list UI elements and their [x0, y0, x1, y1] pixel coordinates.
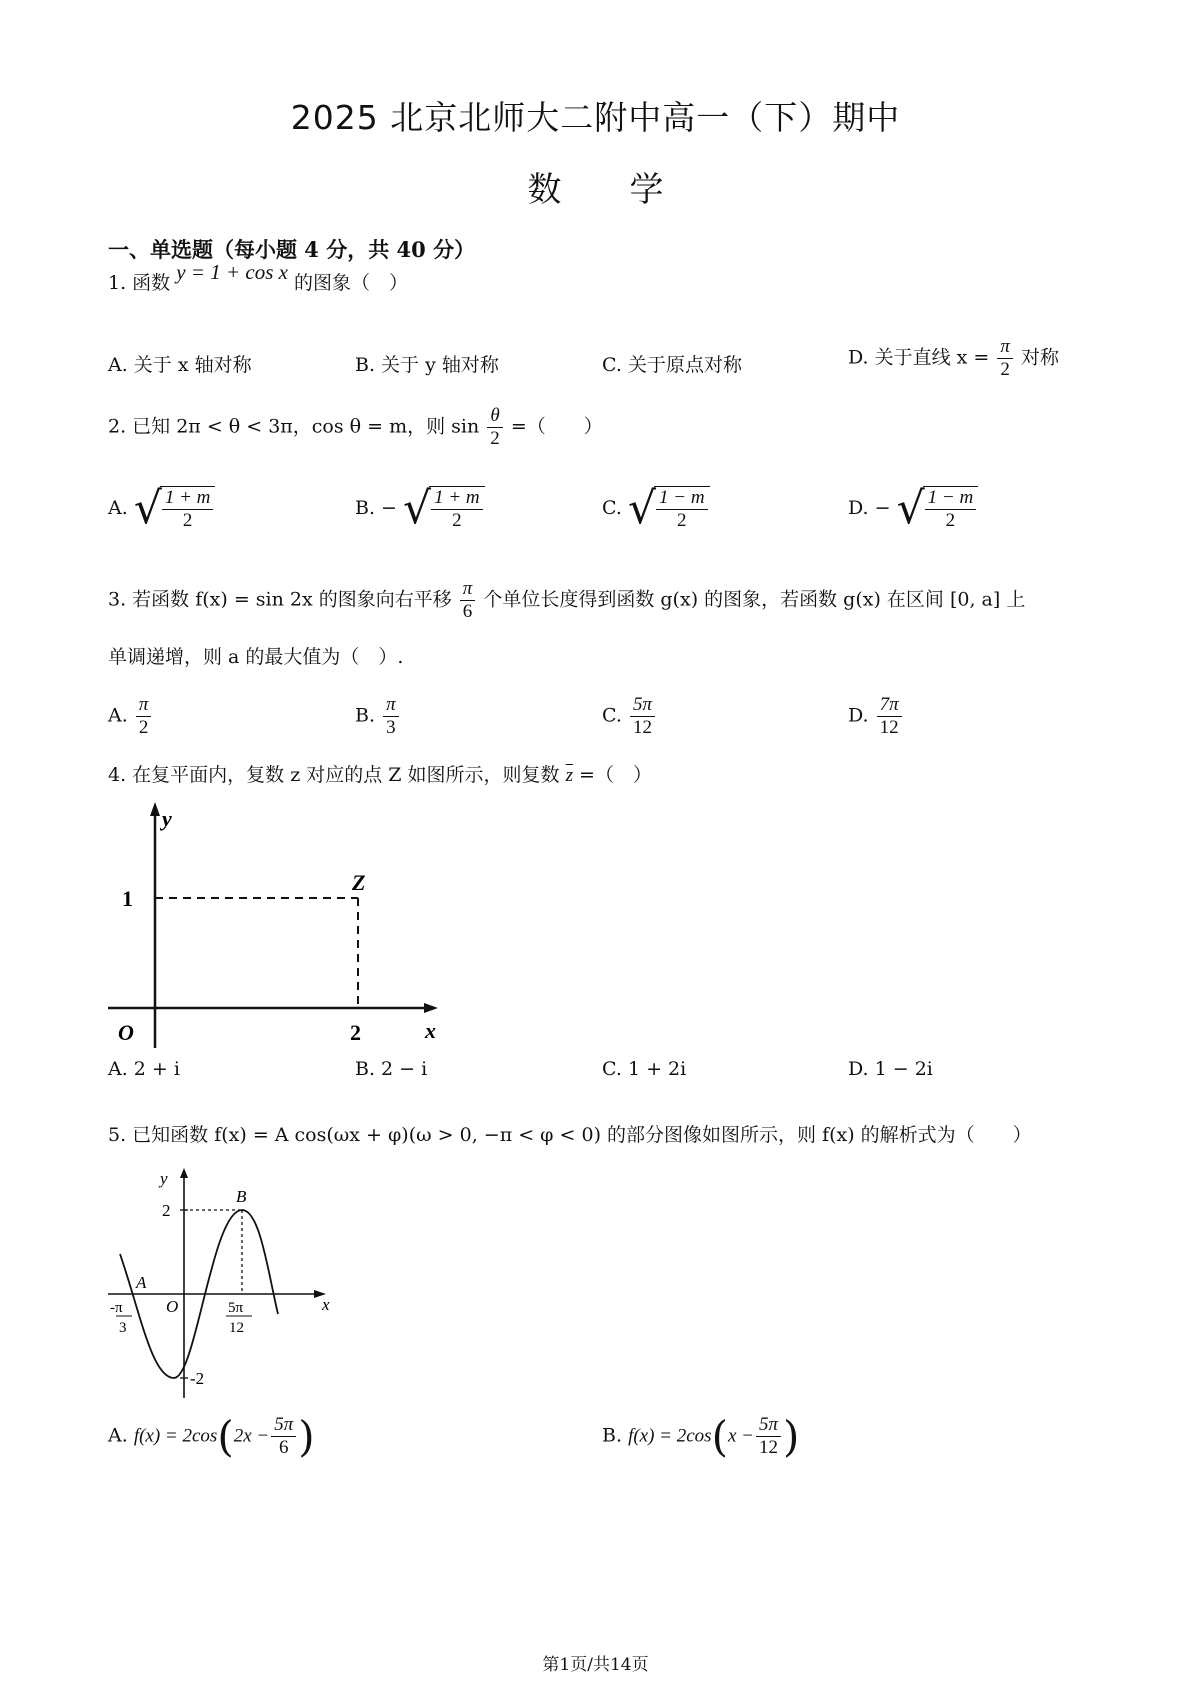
- question-4: [108, 760, 652, 787]
- q5-b-pre: f(x) = 2cos: [628, 1425, 712, 1447]
- section-heading: 一、单选题（每小题 4 分，共 40 分）: [108, 237, 476, 262]
- question-3-line-1: [108, 578, 1025, 623]
- q3-frac: [460, 578, 476, 623]
- q4-suffix: =（ ）: [579, 764, 652, 786]
- q4-tick-2: 2: [350, 1020, 361, 1045]
- question-2: [108, 405, 603, 450]
- q5-a-pre: f(x) = 2cos: [133, 1425, 218, 1447]
- q3-line1-a: 3. 若函数 f(x) = sin 2x 的图象向右平移: [108, 588, 452, 611]
- q4-tick-1: 1: [122, 886, 133, 911]
- q4-complex-plane-figure: [100, 800, 450, 1060]
- q1-option-c[interactable]: C. 关于原点对称: [602, 354, 742, 376]
- q2-d-den: 2: [945, 509, 956, 531]
- q4-option-a[interactable]: A. 2 + i: [108, 1058, 180, 1080]
- q4-option-b[interactable]: B. 2 − i: [355, 1058, 428, 1080]
- q5-point-a-label: A: [136, 1273, 147, 1292]
- q5-b-label: B.: [602, 1424, 623, 1447]
- q2-option-c[interactable]: [602, 482, 710, 534]
- q2-option-b[interactable]: [355, 482, 485, 534]
- q2-option-a[interactable]: [108, 482, 215, 534]
- q1-suffix: 的图象（ ）: [294, 272, 409, 294]
- q5-b-frac: [756, 1414, 781, 1459]
- q3-c-label: C.: [602, 704, 622, 727]
- q3-c-frac: [630, 694, 655, 739]
- q1-formula: y = 1 + cos x: [176, 260, 288, 284]
- q4-zbar: $\overline{z}$: [565, 765, 573, 786]
- subject-title: [0, 162, 1191, 211]
- q5-cosine-graph-figure: [100, 1162, 340, 1402]
- q5-option-b[interactable]: B. f(x) = 2cos(x − $\frac{5\pi}{12}$ ): [602, 1412, 800, 1461]
- q3-c-num: 5π: [630, 694, 655, 717]
- q5-y-label: y: [160, 1169, 168, 1188]
- q5-label-neg2: -2: [190, 1369, 205, 1388]
- q3-line1-b: 个单位长度得到函数 g(x) 的图象，若函数 g(x) 在区间 [0, a] 上: [483, 588, 1026, 611]
- q3-d-frac: [877, 694, 902, 739]
- q5-origin-label: O: [166, 1297, 179, 1316]
- q2-suffix: =（ ）: [510, 415, 603, 438]
- question-3-line-2: 单调递增，则 a 的最大值为（ ）.: [108, 646, 404, 668]
- q5-x-label: x: [322, 1295, 330, 1314]
- q2-a-sqrt: √ $\frac{1 + m}{2}$: [134, 486, 216, 532]
- q3-d-den: 12: [879, 716, 899, 738]
- q3-b-frac: [383, 694, 399, 739]
- q3-frac-num: π: [460, 578, 476, 601]
- q5-option-a[interactable]: A. f(x) = 2cos(2x − $\frac{5\pi}{6}$ ): [108, 1412, 315, 1461]
- q5-a-label: A.: [108, 1424, 128, 1447]
- q5-b-den: 12: [759, 1437, 778, 1458]
- q1-d-post: 对称: [1020, 346, 1059, 369]
- q5-label-2: 2: [162, 1201, 171, 1220]
- q4-text: 4. 在复平面内，复数 z 对应的点 Z 如图所示，则复数: [108, 764, 560, 786]
- q2-a-num: 1 + m: [162, 487, 214, 510]
- q2-frac: [487, 405, 503, 450]
- q2-prefix: 2. 已知 2π < θ < 3π，cos θ = m，则 sin: [108, 415, 480, 438]
- q4-y-arrow: [150, 802, 160, 816]
- q5-a-num: 5π: [271, 1414, 296, 1437]
- q2-frac-den: 2: [490, 427, 500, 449]
- q1-d-pre: D. 关于直线 x =: [848, 346, 990, 369]
- q5-twelve-label: 12: [229, 1320, 244, 1336]
- q4-x-label: x: [425, 1018, 436, 1043]
- subject-char-2: 学: [629, 170, 664, 210]
- q4-x-arrow: [424, 1003, 438, 1013]
- q5-a-in: 2x −: [233, 1425, 270, 1447]
- q1-prefix: 1. 函数: [108, 272, 171, 294]
- q2-a-den: 2: [182, 509, 193, 531]
- q3-option-c[interactable]: [602, 694, 657, 739]
- q3-b-den: 3: [386, 716, 396, 738]
- q3-b-label: B.: [355, 704, 376, 727]
- q4-origin-label: O: [118, 1020, 134, 1045]
- q3-d-label: D.: [848, 704, 869, 727]
- q2-d-label: D. −: [848, 496, 891, 519]
- q2-c-sqrt: √ $\frac{1 - m}{2}$: [628, 486, 710, 532]
- q5-three-label: 3: [119, 1320, 127, 1336]
- q4-option-c[interactable]: C. 1 + 2i: [602, 1058, 687, 1080]
- q2-frac-num: θ: [487, 405, 503, 428]
- q1-option-b[interactable]: B. 关于 y 轴对称: [355, 354, 499, 376]
- q4-option-d[interactable]: D. 1 − 2i: [848, 1058, 933, 1080]
- q5-point-b-label: B: [236, 1187, 247, 1206]
- q5-y-arrow: [180, 1168, 188, 1178]
- q4-point-z-label: Z: [352, 870, 366, 895]
- q2-b-sqrt: √ $\frac{1 + m}{2}$: [403, 486, 485, 532]
- q2-b-den: 2: [452, 509, 462, 531]
- q2-c-den: 2: [677, 509, 687, 531]
- q2-b-num: 1 + m: [431, 487, 483, 510]
- q3-b-num: π: [383, 694, 399, 717]
- q1-d-num: π: [997, 336, 1013, 359]
- q3-a-frac: [136, 694, 152, 739]
- q1-d-den: 2: [1000, 358, 1010, 380]
- page-footer: 第1页/共14页: [542, 1655, 649, 1675]
- q2-d-sqrt: √ $\frac{1 - m}{2}$: [897, 486, 979, 532]
- q2-b-label: B. −: [355, 496, 397, 519]
- q2-d-num: 1 − m: [925, 487, 977, 510]
- q2-c-num: 1 − m: [656, 487, 708, 510]
- q5-b-num: 5π: [756, 1414, 781, 1437]
- q3-d-num: 7π: [877, 694, 902, 717]
- q3-a-num: π: [136, 694, 152, 717]
- page-title: 2025 北京北师大二附中高一（下）期中: [290, 98, 901, 137]
- q3-a-den: 2: [138, 716, 149, 738]
- q5-a-den: 6: [279, 1437, 289, 1458]
- q5-a-frac: [271, 1414, 296, 1459]
- q2-c-label: C.: [602, 496, 622, 519]
- q5-neg-pi-label: -π: [110, 1300, 123, 1316]
- q3-frac-den: 6: [462, 600, 473, 622]
- q3-option-a[interactable]: [108, 694, 153, 739]
- q5-five-pi-label: 5π: [228, 1300, 244, 1316]
- q5-b-in: x −: [727, 1425, 754, 1447]
- q1-option-a[interactable]: A. 关于 x 轴对称: [108, 354, 252, 376]
- q2-option-d[interactable]: [848, 482, 978, 534]
- subject-char-1: 数: [527, 170, 562, 210]
- question-5: 5. 已知函数 f(x) = A cos(ωx + φ)(ω > 0, −π < φ < 0) 的部分图像如图所示，则 f(x) 的解析式为（ ）: [108, 1124, 1032, 1146]
- q1-option-d[interactable]: [848, 336, 1059, 381]
- q3-a-label: A.: [108, 704, 128, 727]
- q3-option-d[interactable]: [848, 694, 904, 739]
- q2-a-label: A.: [108, 496, 128, 519]
- q3-option-b[interactable]: [355, 694, 401, 739]
- question-1: [108, 260, 409, 295]
- q3-c-den: 12: [632, 716, 652, 738]
- q4-y-label: y: [162, 806, 172, 831]
- q1-d-frac: [997, 336, 1013, 381]
